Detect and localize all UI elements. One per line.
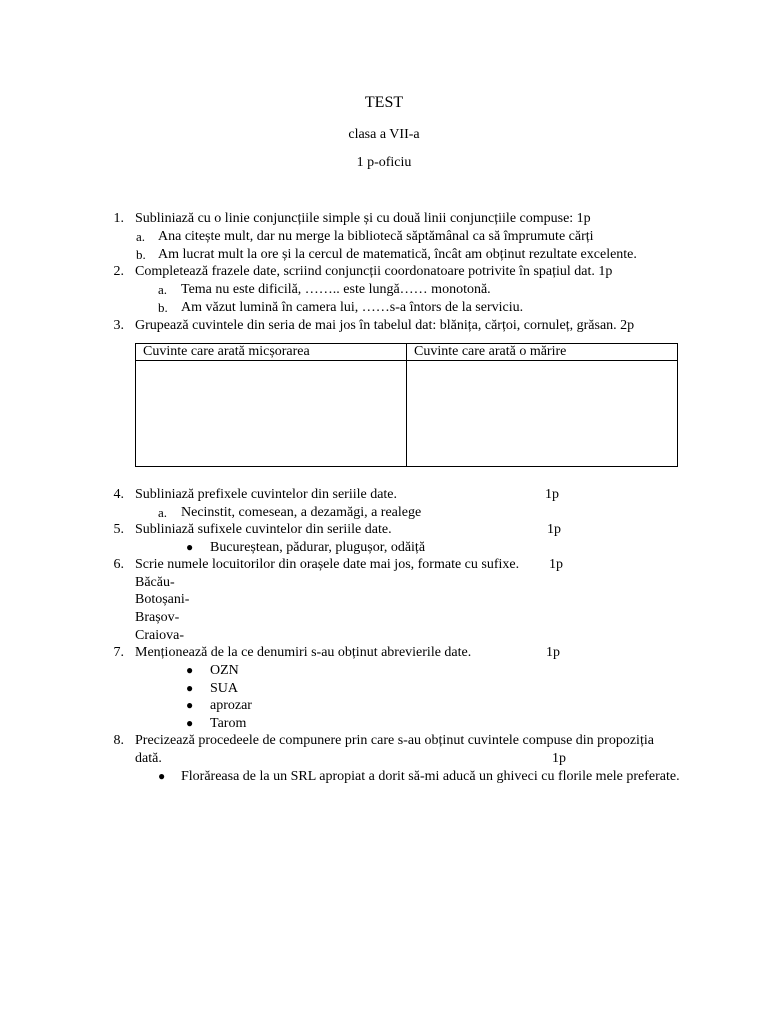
q4-number: 4.	[113, 487, 124, 502]
q6-text: Scrie numele locuitorilor din orașele date mai jos, formate cu sufixe.	[135, 557, 520, 572]
q1-a-text: Ana citește mult, dar nu merge la bibliotecă săptămânal ca să împrumute cărți	[158, 229, 594, 244]
table-header-diminutive: Cuvinte care arată micșorarea	[136, 344, 407, 361]
table-cell-augmentative	[407, 361, 678, 467]
q7-points: 1p	[546, 645, 560, 660]
q2-b-text: Am văzut lumină în camera lui, ……s-a întors de la serviciu.	[181, 300, 524, 315]
q4-a-text: Necinstit, comesean, a dezamăgi, a realege	[181, 505, 422, 520]
table-cell-diminutive	[136, 361, 407, 467]
q2-text: Completează frazele date, scriind conjuncții coordonatoare potrivite în spațiul dat. 1p	[135, 264, 613, 279]
q5-item: Bucureștean, pădurar, plugușor, odăiță	[210, 540, 426, 555]
q4-points: 1p	[545, 487, 559, 502]
q7-number: 7.	[113, 645, 124, 660]
q6-points: 1p	[549, 557, 563, 572]
q8-points: 1p	[552, 751, 566, 766]
q8-text: Precizează procedeele de compunere prin care s-au obținut cuvintele compuse din propoziția	[135, 733, 654, 748]
q7-item: SUA	[210, 681, 239, 696]
q2-a-text: Tema nu este dificilă, …….. este lungă…… monotonă.	[181, 282, 491, 297]
q8-item: Florăreasa de la un SRL apropiat a dorit să-mi aducă un ghiveci cu florile mele preferate.	[181, 769, 680, 784]
q6-city: Băcău-	[135, 575, 175, 590]
class-label: clasa a VII-a	[348, 127, 420, 142]
q8-text-continued: dată.	[135, 751, 162, 766]
q6-number: 6.	[113, 557, 124, 572]
q4-a-marker: a.	[158, 505, 168, 520]
q2-number: 2.	[113, 264, 124, 279]
q1-b-text: Am lucrat mult la ore și la cercul de matematică, încât am obținut rezultate excelente.	[158, 247, 637, 262]
q5-number: 5.	[113, 522, 124, 537]
bullet-icon: ●	[158, 769, 166, 783]
q8-number: 8.	[113, 733, 124, 748]
bullet-icon: ●	[186, 540, 194, 554]
word-grouping-table	[135, 343, 678, 467]
q7-item: OZN	[210, 663, 239, 678]
bullet-icon: ●	[186, 716, 194, 730]
q1-a-marker: a.	[136, 229, 146, 244]
bullet-icon: ●	[186, 698, 194, 712]
bullet-icon: ●	[186, 681, 194, 695]
table-header-augmentative: Cuvinte care arată o mărire	[407, 344, 678, 361]
q6-city: Botoșani-	[135, 592, 190, 607]
q7-item: aprozar	[210, 698, 252, 713]
q1-number: 1.	[113, 211, 124, 226]
q6-city: Brașov-	[135, 610, 180, 625]
q5-text: Subliniază sufixele cuvintelor din seriile date.	[135, 522, 392, 537]
q3-text: Grupează cuvintele din seria de mai jos în tabelul dat: blănița, cărțoi, cornuleț, grăsan. 2p	[135, 318, 635, 333]
q1-text: Subliniază cu o linie conjuncțiile simple și cu două linii conjuncțiile compuse: 1p	[135, 211, 591, 226]
q4-text: Subliniază prefixele cuvintelor din seriile date.	[135, 487, 398, 502]
q5-points: 1p	[547, 522, 561, 537]
q7-item: Tarom	[210, 716, 247, 731]
q3-number: 3.	[113, 318, 124, 333]
q2-b-marker: b.	[158, 300, 168, 315]
q6-city: Craiova-	[135, 628, 184, 643]
test-title: TEST	[364, 94, 404, 111]
q7-text: Menționează de la ce denumiri s-au obținut abrevierile date.	[135, 645, 472, 660]
office-points: 1 p-oficiu	[356, 155, 412, 170]
q2-a-marker: a.	[158, 282, 168, 297]
q1-b-marker: b.	[136, 247, 146, 262]
bullet-icon: ●	[186, 663, 194, 677]
